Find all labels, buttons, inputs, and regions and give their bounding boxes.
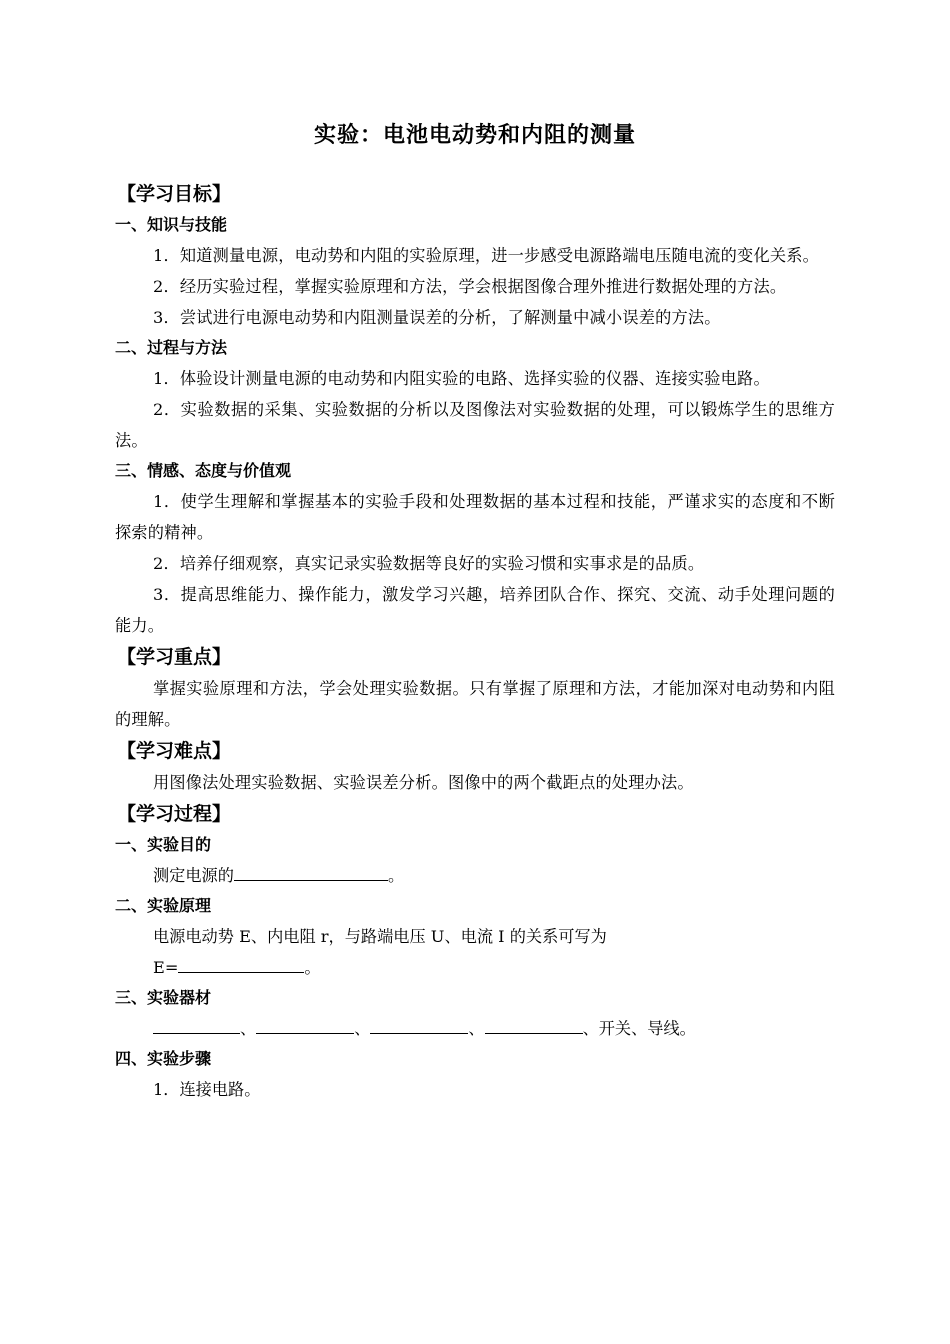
equipment-sep: 、 [240, 1019, 257, 1038]
step-item: 1．连接电路。 [153, 1080, 261, 1099]
equipment-sep: 、 [468, 1019, 485, 1038]
experiment-steps-heading: 四、实验步骤 [115, 1049, 212, 1068]
key-points-text: 掌握实验原理和方法，学会处理实验数据。只有掌握了原理和方法，才能加深对电动势和内阻的理解。 [115, 679, 835, 729]
purpose-blank[interactable] [234, 864, 388, 881]
equipment-tail: 、开关、导线。 [582, 1019, 696, 1038]
equipment-blank[interactable] [256, 1017, 354, 1034]
goal-item: 1．体验设计测量电源的电动势和内阻实验的电路、选择实验的仪器、连接实验电路。 [153, 369, 770, 388]
learning-process-header: 【学习过程】 [117, 803, 232, 825]
goal-item: 3．尝试进行电源电动势和内阻测量误差的分析，了解测量中减小误差的方法。 [153, 308, 721, 327]
equipment-blank[interactable] [485, 1017, 583, 1034]
goal-item: 2．实验数据的采集、实验数据的分析以及图像法对实验数据的处理，可以锻炼学生的思维方法。 [115, 400, 835, 450]
experiment-equipment-heading: 三、实验器材 [115, 988, 212, 1007]
goal-item: 2．培养仔细观察，真实记录实验数据等良好的实验习惯和实事求是的品质。 [153, 554, 705, 573]
document-body [115, 178, 835, 1105]
goal-item: 1．知道测量电源，电动势和内阻的实验原理，进一步感受电源路端电压随电流的变化关系。 [153, 246, 819, 265]
principle-text: 电源电动势 E、内电阻 r，与路端电压 U、电流 I 的关系可写为 [153, 927, 607, 946]
equation-blank[interactable] [178, 956, 304, 973]
equation-prefix: E= [153, 958, 179, 977]
attitude-values-heading: 三、情感、态度与价值观 [115, 461, 292, 480]
difficulty-header: 【学习难点】 [117, 740, 232, 762]
goal-item: 1．使学生理解和掌握基本的实验手段和处理数据的基本过程和技能，严谨求实的态度和不断探索的精神。 [115, 492, 835, 542]
knowledge-skills-heading: 一、知识与技能 [115, 215, 228, 234]
purpose-line [115, 860, 835, 891]
experiment-purpose-heading: 一、实验目的 [115, 835, 212, 854]
difficulty-text: 用图像法处理实验数据、实验误差分析。图像中的两个截距点的处理办法。 [153, 773, 694, 792]
purpose-suffix: 。 [387, 866, 405, 885]
process-method-heading: 二、过程与方法 [115, 338, 228, 357]
equipment-line [115, 1013, 835, 1044]
purpose-prefix: 测定电源的 [153, 866, 234, 885]
equation-suffix: 。 [304, 958, 321, 977]
key-points-header: 【学习重点】 [117, 646, 232, 668]
equipment-blank[interactable] [153, 1017, 240, 1034]
goal-item: 2．经历实验过程，掌握实验原理和方法，学会根据图像合理外推进行数据处理的方法。 [153, 277, 787, 296]
experiment-principle-heading: 二、实验原理 [115, 896, 212, 915]
equipment-sep: 、 [354, 1019, 371, 1038]
learning-goals-header: 【学习目标】 [117, 183, 232, 205]
goal-item: 3．提高思维能力、操作能力，激发学习兴趣，培养团队合作、探究、交流、动手处理问题的能力。 [115, 585, 835, 635]
equipment-blank[interactable] [370, 1017, 468, 1034]
document-title: 实验：电池电动势和内阻的测量 [313, 123, 636, 148]
equation-line [115, 952, 835, 983]
